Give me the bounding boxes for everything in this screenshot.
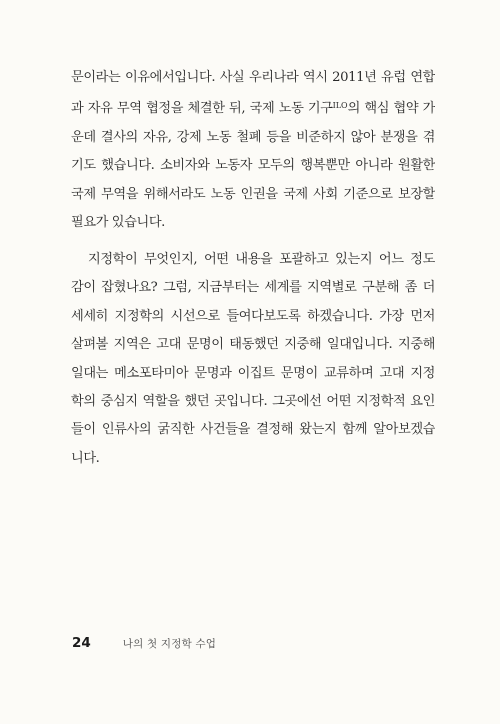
paragraph-2 bbox=[71, 246, 435, 473]
page-number: 24 bbox=[72, 635, 91, 651]
text-line: 운데 결사의 자유, 강제 노동 철폐 등을 비준하지 않아 분쟁을 겪 bbox=[71, 129, 435, 145]
running-title: 나의 첫 지정학 수업 bbox=[122, 638, 217, 650]
text-line: 들이 인류사의 굵직한 사건들을 결정해 왔는지 함께 알아보겠습 bbox=[71, 422, 435, 438]
text-line: 세세히 지정학의 시선으로 들여다보도록 하겠습니다. 가장 먼저 bbox=[71, 308, 435, 324]
paragraph-1 bbox=[71, 64, 435, 237]
text-line: 일대는 메소포타미아 문명과 이집트 문명이 교류하며 고대 지정 bbox=[71, 365, 435, 381]
text-line bbox=[71, 92, 435, 123]
text-line: 감이 잡혔나요? 그럼, 지금부터는 세계를 지역별로 구분해 좀 더 bbox=[71, 280, 435, 296]
ilo-superscript: ILO bbox=[332, 101, 348, 111]
page-footer bbox=[72, 635, 216, 653]
text-line: 지정학이 무엇인지, 어떤 내용을 포괄하고 있는지 어느 정도 bbox=[88, 252, 435, 267]
text-line: 필요가 있습니다. bbox=[71, 215, 165, 231]
text-line-part: 과 자유 무역 협정을 체결한 뒤, 국제 노동 기구 bbox=[71, 101, 333, 117]
text-line: 니다. bbox=[71, 450, 100, 466]
text-line: 국제 무역을 위해서라도 노동 인권을 국제 사회 기준으로 보장할 bbox=[71, 186, 435, 202]
text-line: 학의 중심지 역할을 했던 곳입니다. 그곳에선 어떤 지정학적 요인 bbox=[71, 394, 435, 410]
text-line: 살펴볼 지역은 고대 문명이 태동했던 지중해 일대입니다. 지중해 bbox=[71, 337, 435, 353]
text-line: 기도 했습니다. 소비자와 노동자 모두의 행복뿐만 아니라 원활한 bbox=[71, 158, 435, 174]
text-line-part: 의 핵심 협약 가 bbox=[347, 101, 435, 117]
text-line: 문이라는 이유에서입니다. 사실 우리나라 역시 2011년 유럽 연합 bbox=[71, 70, 435, 85]
